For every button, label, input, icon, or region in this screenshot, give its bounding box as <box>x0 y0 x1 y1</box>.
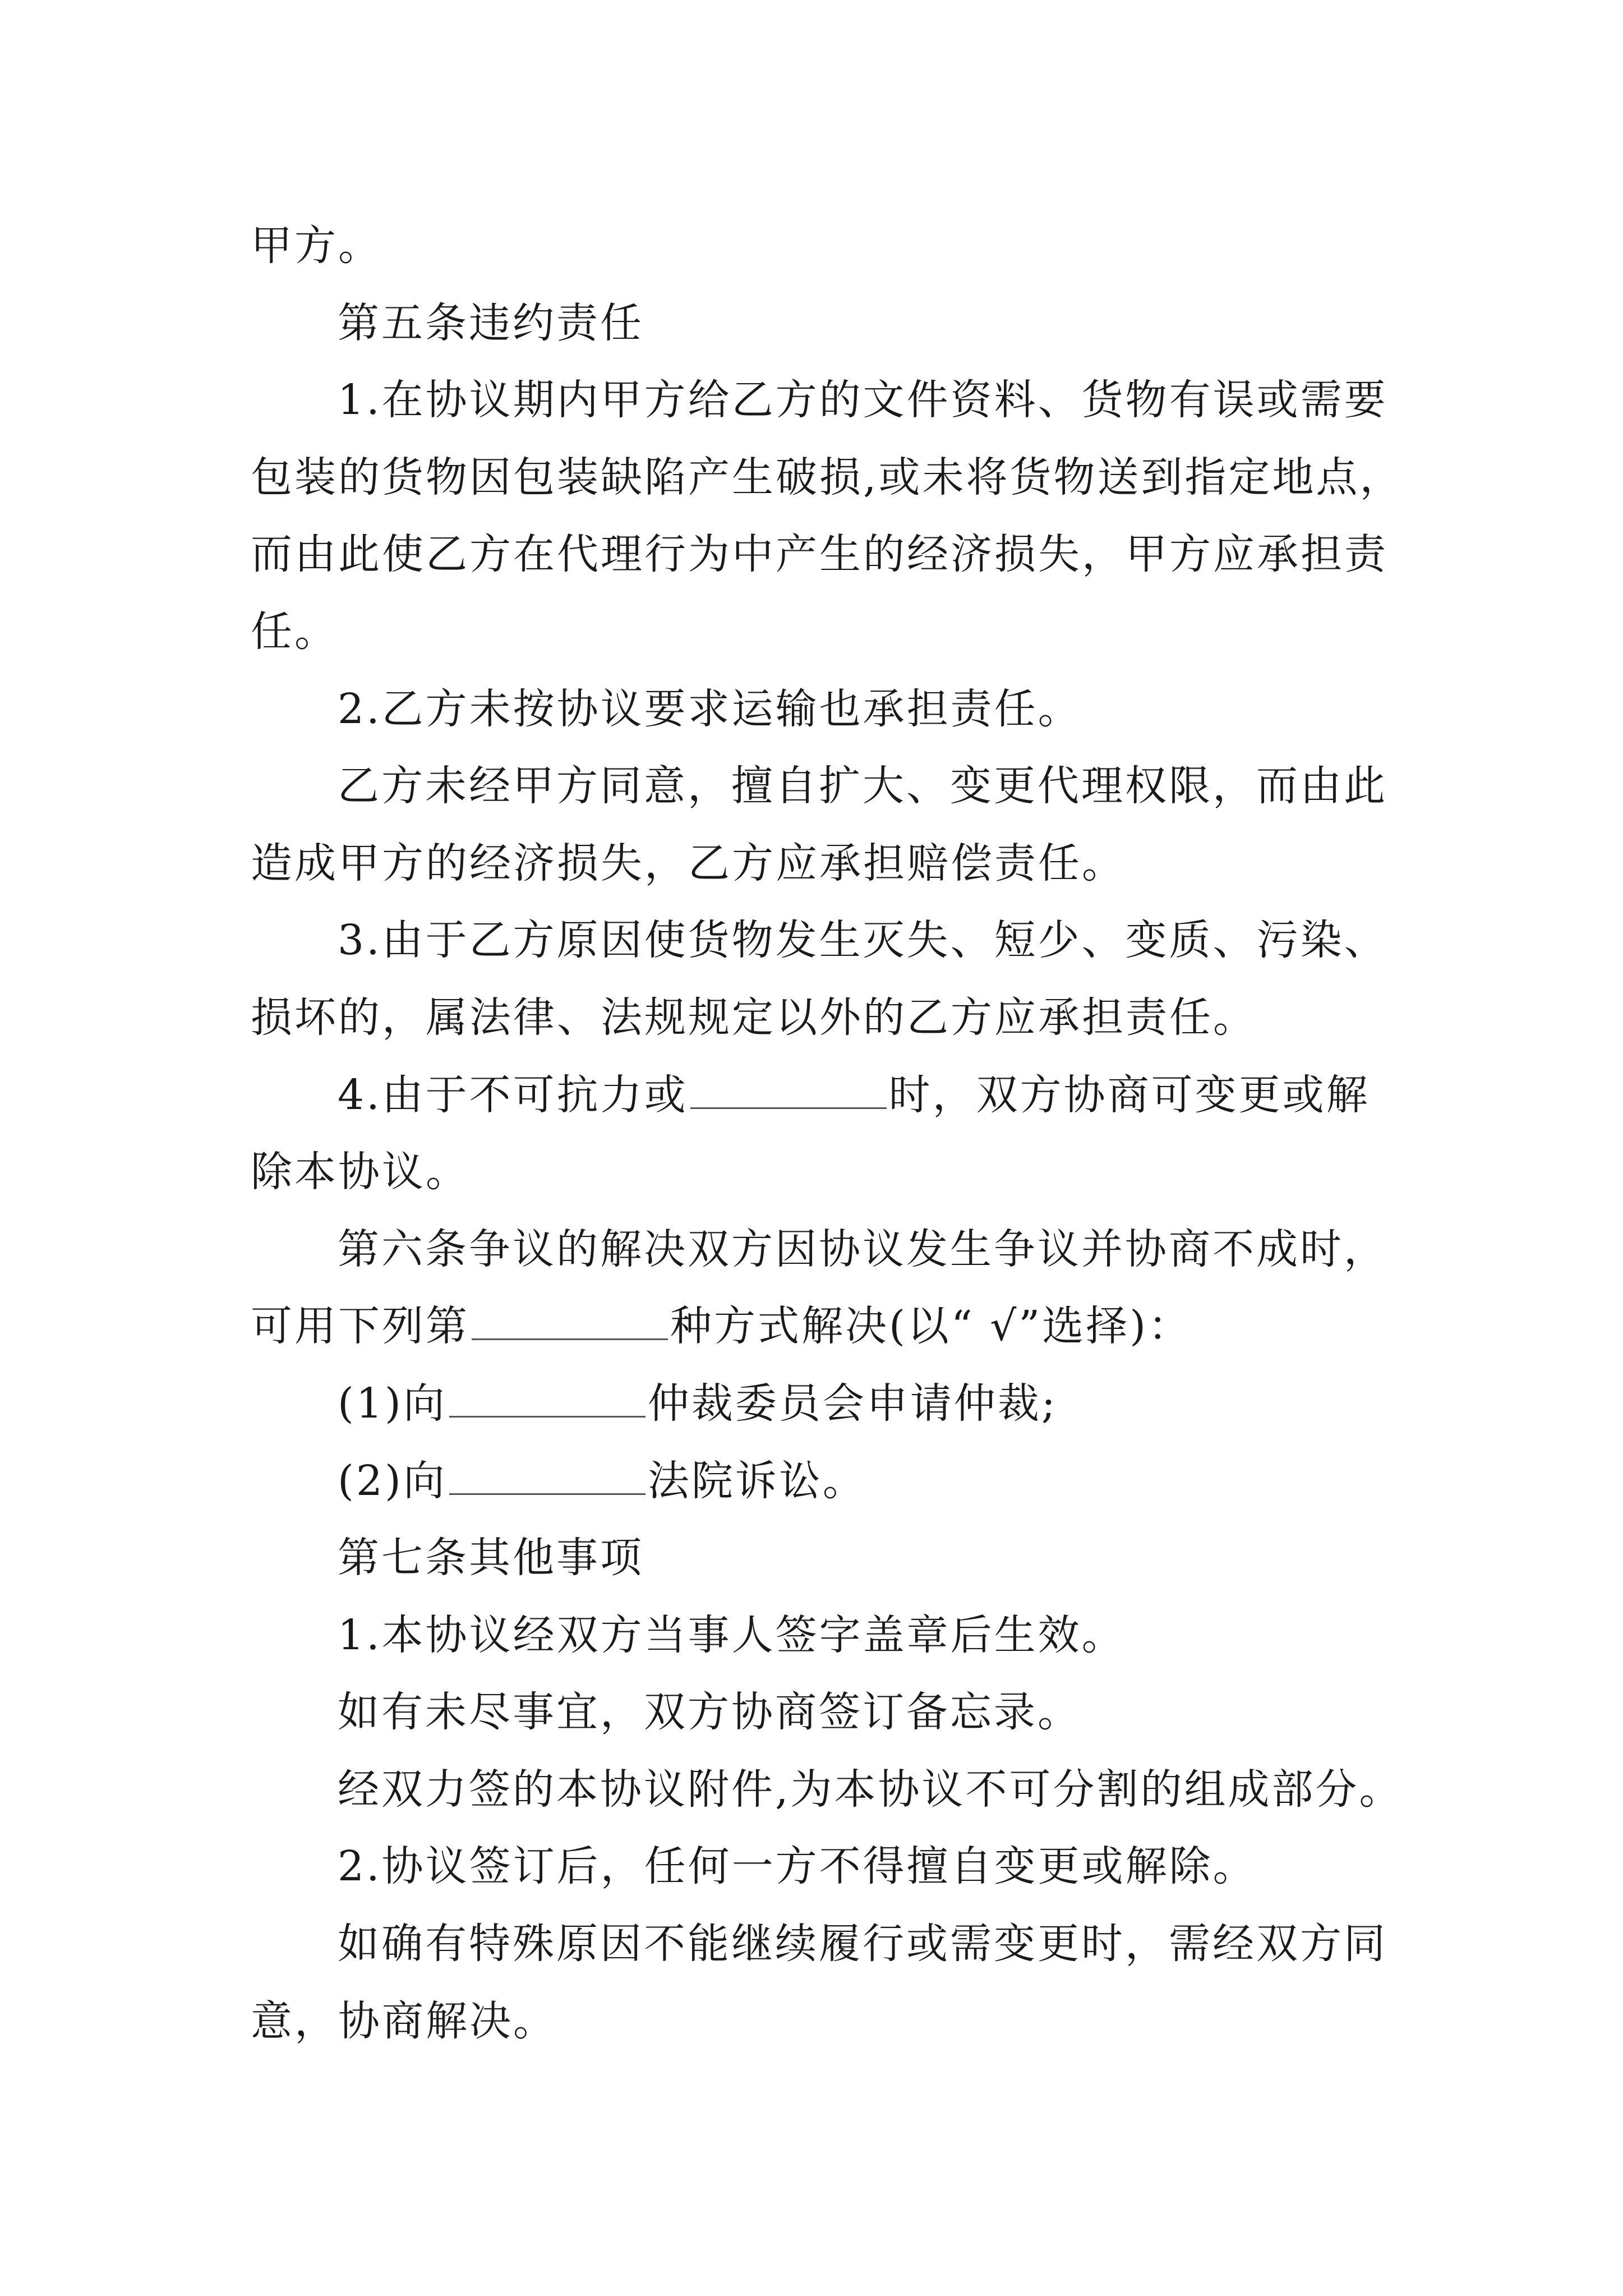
text-segment: 4.由于不可抗力或 <box>338 1070 688 1119</box>
paragraph-line: 除本协议。 <box>251 1148 469 1197</box>
fill-in-blank <box>449 1410 645 1418</box>
text-segment: 可用下列第 <box>251 1302 469 1351</box>
paragraph-line: 包装的货物因包装缺陷产生破损,或未将货物送到指定地点， <box>251 453 1404 501</box>
fill-in-blank <box>472 1333 668 1340</box>
text-segment: (2)向 <box>338 1456 447 1505</box>
option-line <box>251 1365 1428 1443</box>
paragraph-line: 2.协议签订后，任何一方不得擅自变更或解除。 <box>338 1842 1257 1891</box>
paragraph-line: 而由此使乙方在代理行为中产生的经济损失，甲方应承担责 <box>251 530 1388 579</box>
paragraph-line: 1.在协议期内甲方给乙方的文件资料、货物有误或需要 <box>338 376 1388 425</box>
paragraph-line: 任。 <box>251 607 338 656</box>
paragraph-line: 如有未尽事宜，双方协商签订备忘录。 <box>338 1688 1081 1737</box>
article-heading: 第六条争议的解决双方因协议发生争议并协商不成时， <box>338 1225 1387 1273</box>
paragraph-line: 1.本协议经双方当事人签字盖章后生效。 <box>338 1611 1126 1659</box>
paragraph-line: 造成甲方的经济损失，乙方应承担赔偿责任。 <box>251 839 1126 887</box>
paragraph-line: 乙方未经甲方同意，擅自扩大、变更代理权限，而由此 <box>338 762 1387 811</box>
paragraph-line <box>251 1288 1428 1365</box>
option-line <box>251 1443 1428 1520</box>
article-heading: 第七条其他事项 <box>338 1534 644 1582</box>
fill-in-blank <box>690 1102 887 1109</box>
paragraph-line <box>251 1057 1428 1134</box>
paragraph-line: 意，协商解决。 <box>251 1996 557 2045</box>
text-segment: (1)向 <box>338 1379 447 1428</box>
article-heading: 第五条违约责任 <box>338 298 644 347</box>
paragraph-line: 如确有特殊原因不能继续履行或需变更时，需经双方同 <box>338 1920 1387 1968</box>
text-segment: 时，双方协商可变更或解 <box>888 1070 1370 1119</box>
text-segment: 法院诉讼。 <box>647 1456 866 1505</box>
paragraph-line: 经双力签的本协议附件,为本协议不可分割的组成部分。 <box>338 1765 1403 1814</box>
paragraph-line: 2.乙方未按协议要求运输也承担责任。 <box>338 684 1082 733</box>
document-body <box>251 208 1428 2060</box>
paragraph-line: 3.由于乙方原因使货物发生灭失、短少、变质、污染、 <box>338 916 1388 965</box>
paragraph-line: 甲方。 <box>251 222 382 270</box>
fill-in-blank <box>449 1488 645 1495</box>
text-segment: 种方式解决(以“ √”选择)： <box>670 1302 1192 1351</box>
text-segment: 仲裁委员会申请仲裁; <box>647 1379 1058 1428</box>
paragraph-line: 损坏的，属法律、法规规定以外的乙方应承担责任。 <box>251 993 1257 1042</box>
